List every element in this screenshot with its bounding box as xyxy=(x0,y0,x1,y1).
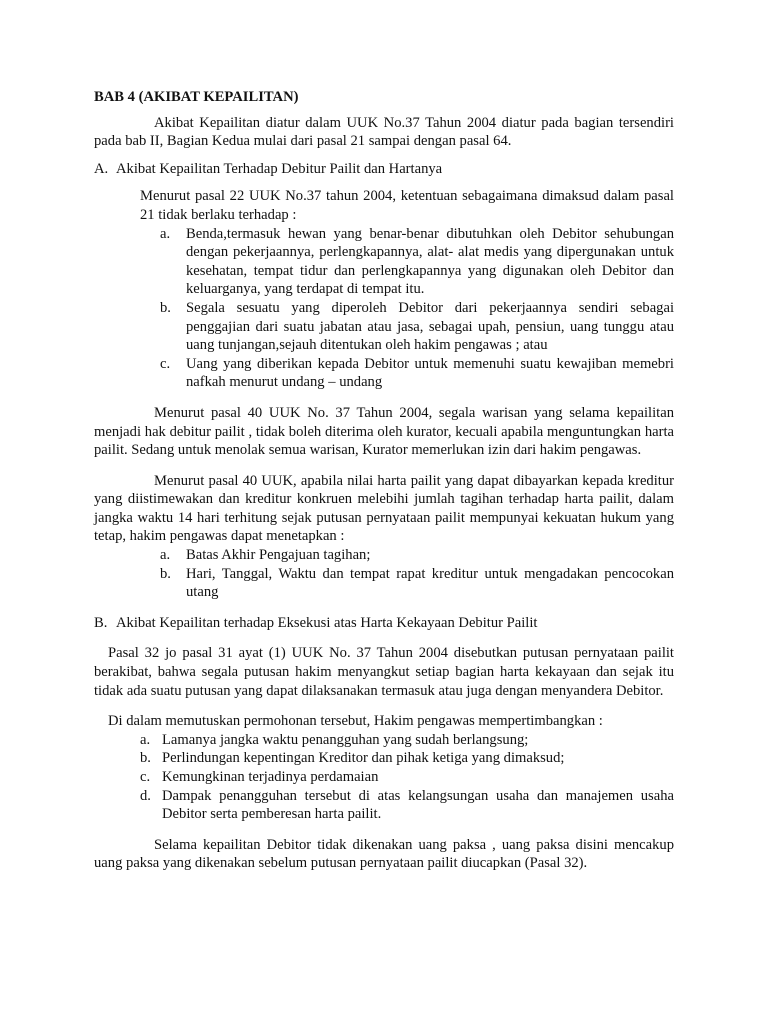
section-a-marker: A. xyxy=(94,160,109,177)
list-item xyxy=(94,749,674,768)
list-item-text: Benda,termasuk hewan yang benar-benar dibutuhkan oleh Debitor sehubungan dengan pekerjaannya, perlengkapannya, alat- alat medis yang dipergunakan untuk kesehatan, tempat tidur dan perlengkapannya yang digunakan oleh Debitor dan keluarganya, yang terdapat di tempat itu. xyxy=(186,225,674,298)
document-page xyxy=(94,88,674,873)
list-item-text: Perlindungan kepentingan Kreditor dan pihak ketiga yang dimaksud; xyxy=(162,750,565,767)
warisan-paragraph: Menurut pasal 40 UUK No. 37 Tahun 2004, segala warisan yang selama kepailitan menjadi hak debitur pailit , tidak boleh diterima oleh kurator, kecuali apabila menguntungkan harta pailit. Sedang untuk menolak semua warisan, Kurator memerlukan izin dari hakim pengawas. xyxy=(94,404,674,459)
list-marker: a. xyxy=(160,225,171,242)
list-item-text: Dampak penangguhan tersebut di atas kelangsungan usaha dan manajemen usaha Debitor serta pemberesan harta pailit. xyxy=(162,787,674,823)
list-item-text: Lamanya jangka waktu penangguhan yang sudah berlangsung; xyxy=(162,731,529,748)
section-b-heading xyxy=(94,614,674,633)
chapter-title: BAB 4 (AKIBAT KEPAILITAN) xyxy=(94,89,299,105)
list-item-text: Batas Akhir Pengajuan tagihan; xyxy=(186,547,371,564)
section-a-lead: Menurut pasal 22 UUK No.37 tahun 2004, ketentuan sebagaimana dimaksud dalam pasal 21 tidak berlaku terhadap : xyxy=(140,188,674,223)
list-item-text: Segala sesuatu yang diperoleh Debitor dari pekerjaannya sendiri sebagai penggajian dari suatu jabatan atau jasa, sebagai upah, pensiun, uang tunggu atau uang tunjangan,sejauh ditentukan oleh hakim pengawas ; atau xyxy=(186,299,674,354)
list-item-text: Hari, Tanggal, Waktu dan tempat rapat kreditur untuk mengadakan pencocokan utang xyxy=(186,565,674,601)
list-marker: c. xyxy=(140,769,151,785)
list-marker: b. xyxy=(140,750,151,767)
exemption-list xyxy=(94,225,674,392)
list-marker: a. xyxy=(140,731,151,748)
list-item-text: Uang yang diberikan kepada Debitor untuk memenuhi suatu kewajiban memebri nafkah menurut undang – undang xyxy=(186,355,674,391)
section-b-heading-text: Akibat Kepailitan terhadap Eksekusi atas Harta Kekayaan Debitur Pailit xyxy=(116,614,538,631)
list-item xyxy=(94,225,674,299)
section-a-heading-text: Akibat Kepailitan Terhadap Debitur Pailit dan Hartanya xyxy=(116,160,443,177)
list-marker: d. xyxy=(140,787,151,804)
section-b-marker: B. xyxy=(94,614,108,631)
list-item-text: Kemungkinan terjadinya perdamaian xyxy=(162,769,379,785)
list-item xyxy=(94,731,674,750)
list-item xyxy=(94,355,674,392)
list-marker: b. xyxy=(160,299,171,316)
section-a-heading xyxy=(94,160,674,179)
intro-paragraph: Akibat Kepailitan diatur dalam UUK No.37 Tahun 2004 diatur pada bagian tersendiri pada bab II, Bagian Kedua mulai dari pasal 21 sampai dengan pasal 64. xyxy=(94,114,674,150)
eksekusi-paragraph: Pasal 32 jo pasal 31 ayat (1) UUK No. 37 Tahun 2004 disebutkan putusan pernyataan pailit berakibat, bahwa segala putusan hakim menyangkut setiap bagian harta kekayaan dan sejak itu tidak ada suatu putusan yang dapat dilaksanakan termasuk atau juga dengan menyandera Debitor. xyxy=(94,645,674,699)
list-item xyxy=(94,768,674,787)
list-item xyxy=(94,299,674,355)
list-item xyxy=(94,546,674,565)
uang-paksa-paragraph: Selama kepailitan Debitor tidak dikenakan uang paksa , uang paksa disini mencakup uang paksa yang dikenakan sebelum putusan pernyataan pailit diucapkan (Pasal 32). xyxy=(94,836,674,872)
pertimbangan-paragraph: Di dalam memutuskan permohonan tersebut, Hakim pengawas mempertimbangkan : xyxy=(108,713,603,730)
penetapan-list xyxy=(94,546,674,602)
pertimbangan-list xyxy=(94,731,674,824)
list-marker: c. xyxy=(160,355,171,372)
list-marker: b. xyxy=(160,565,171,582)
nilai-harta-paragraph: Menurut pasal 40 UUK, apabila nilai harta pailit yang dapat dibayarkan kepada kreditur yang diistimewakan dan kreditur konkruen melebihi jumlah tagihan terhadap harta pailit, dalam jangka waktu 14 hari terhitung sejak putusan pernyataan pailit mempunyai kekuatan hukum yang tetap, hakim pengawas dapat menetapkan : xyxy=(94,472,674,545)
list-item xyxy=(94,565,674,602)
list-marker: a. xyxy=(160,547,171,564)
list-item xyxy=(94,787,674,824)
